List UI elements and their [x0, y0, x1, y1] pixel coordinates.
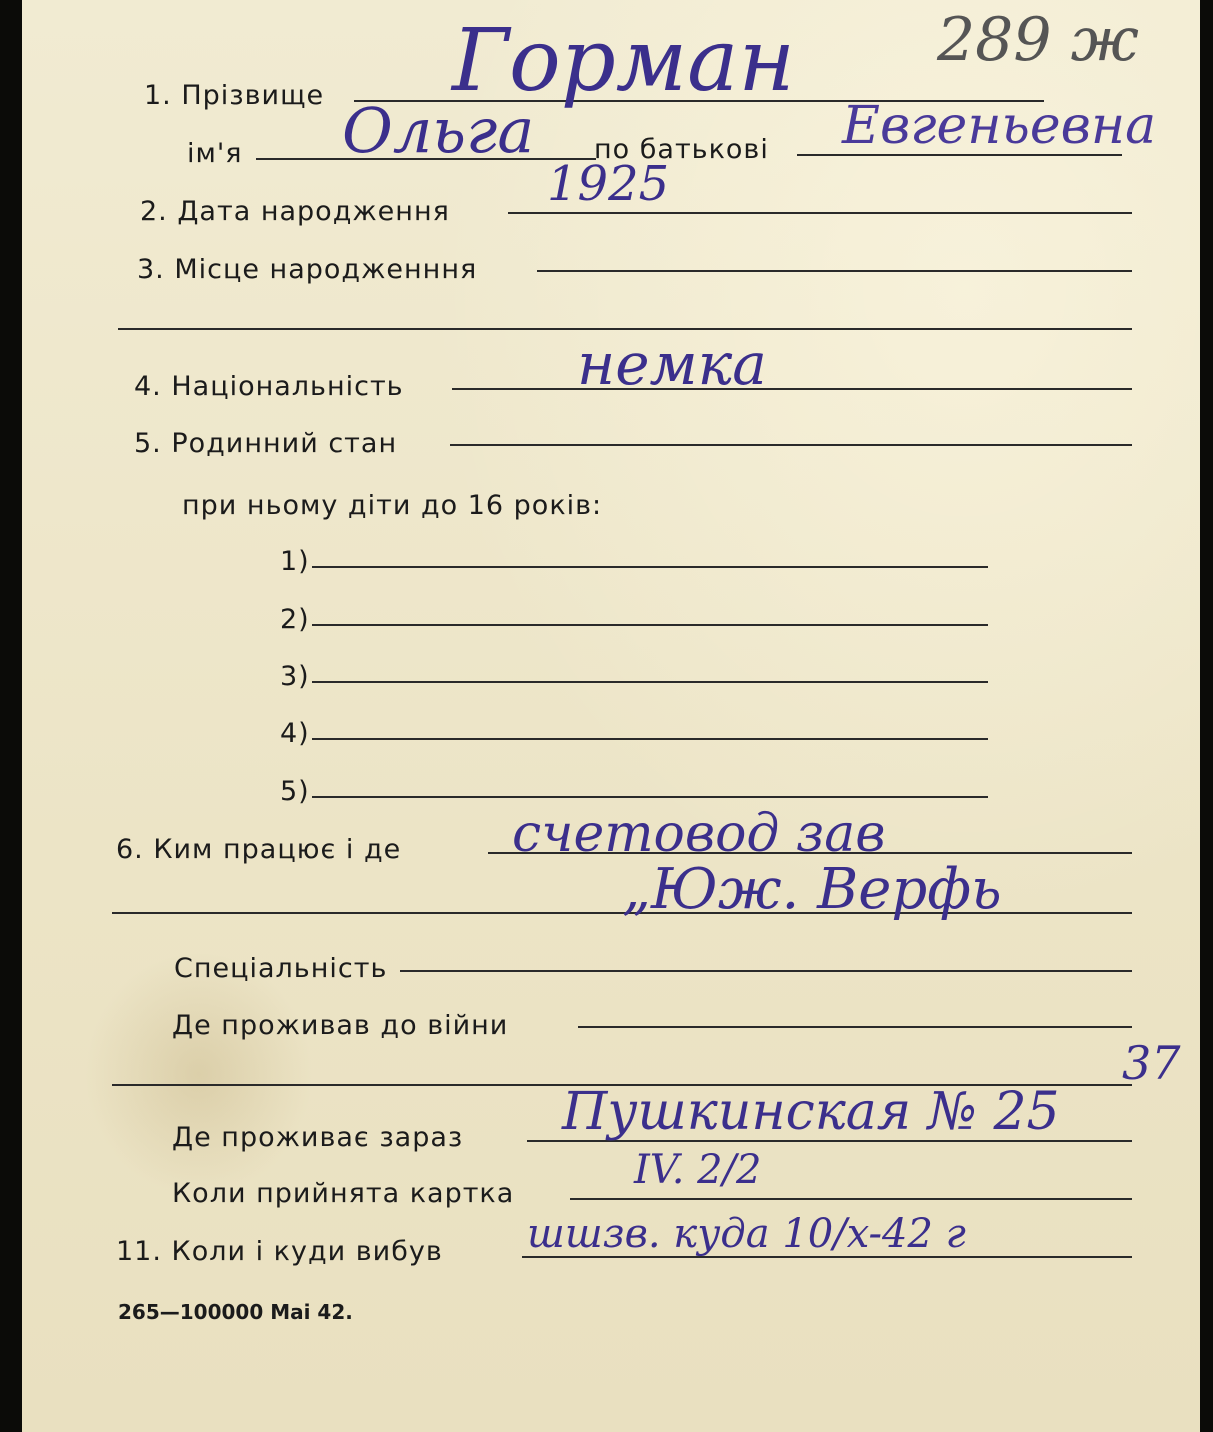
card-accepted-value: IV. 2/2: [634, 1147, 762, 1193]
children-label: при ньому діти до 16 років:: [182, 490, 603, 521]
specialty-label: Спеціальність: [174, 953, 388, 984]
current-residence-label: Де проживає зараз: [172, 1122, 464, 1153]
patronymic-value: Евгеньевна: [842, 96, 1157, 156]
child-5-label: 5): [280, 776, 310, 807]
birth-date-label: 2. Дата народження: [140, 196, 450, 227]
child-2-label: 2): [280, 604, 310, 635]
print-run-mark: 265—100000 Mai 42.: [118, 1300, 353, 1324]
child-1-line: [312, 566, 988, 568]
child-4-label: 4): [280, 718, 310, 749]
card-accepted-label: Коли прийнята картка: [172, 1178, 515, 1209]
registration-card: [22, 0, 1200, 1432]
birth-place-label: 3. Місце народженння: [137, 254, 478, 285]
child-3-line: [312, 681, 988, 683]
patronymic-label: по батькові: [594, 134, 769, 165]
child-5-line: [312, 796, 988, 798]
nationality-value: немка: [577, 330, 767, 398]
prewar-residence-line: [578, 1026, 1132, 1028]
departure-label: 11. Коли і куди вибув: [116, 1236, 443, 1267]
birth-date-line: [508, 212, 1132, 214]
specialty-line: [400, 970, 1132, 972]
child-3-label: 3): [280, 661, 310, 692]
departure-value: шшзв. куда 10/x-42 г: [527, 1211, 966, 1257]
nationality-line: [452, 388, 1132, 390]
work-label: 6. Ким працює і де: [116, 834, 402, 865]
current-residence-value: Пушкинская № 25: [562, 1082, 1060, 1142]
work-value-2: „Юж. Верфь: [622, 857, 1002, 922]
address-correction: 37: [1122, 1036, 1181, 1090]
child-1-label: 1): [280, 546, 310, 577]
child-2-line: [312, 624, 988, 626]
nationality-label: 4. Національність: [134, 371, 404, 402]
work-value-1: счетовод зав: [512, 804, 886, 864]
name-label: ім'я: [187, 138, 243, 169]
birth-date-value: 1925: [547, 156, 670, 212]
birth-place-line: [537, 270, 1132, 272]
name-value: Ольга: [342, 94, 535, 167]
surname-label: 1. Прізвище: [144, 80, 325, 111]
surname-value: Горман: [452, 11, 795, 111]
marital-status-line: [450, 444, 1132, 446]
card-number: 289 ж: [937, 5, 1139, 75]
marital-status-label: 5. Родинний стан: [134, 428, 398, 459]
prewar-residence-label: Де проживав до війни: [172, 1010, 509, 1041]
child-4-line: [312, 738, 988, 740]
card-accepted-line: [570, 1198, 1132, 1200]
